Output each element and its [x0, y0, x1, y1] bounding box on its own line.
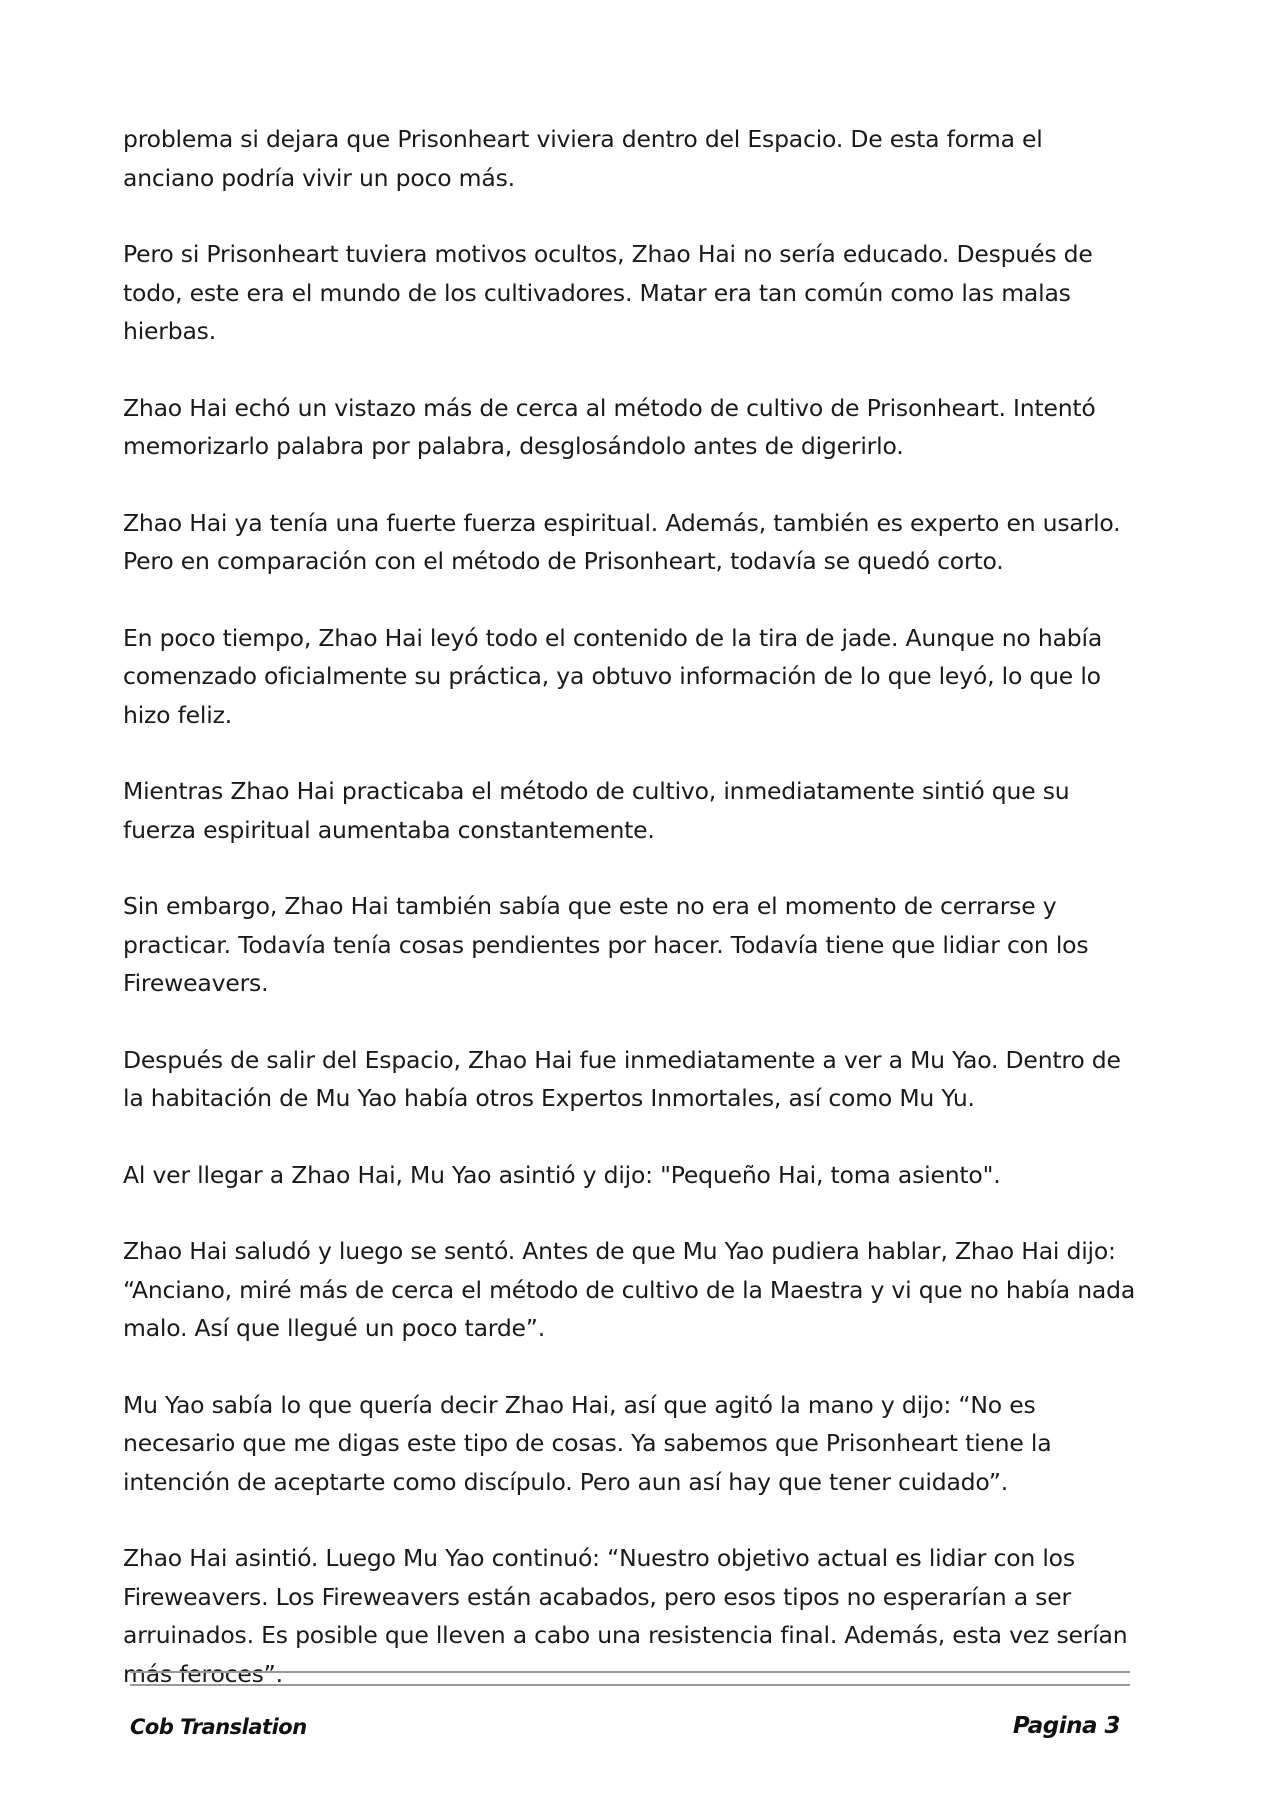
paragraph-3: Zhao Hai echó un vistazo más de cerca al método de cultivo de Prisonheart. Intentó memorizarlo palabra por palabra, desglosándolo antes de digerirlo. [123, 393, 1096, 460]
paragraph-9: Al ver llegar a Zhao Hai, Mu Yao asintió y dijo: "Pequeño Hai, toma asiento". [123, 1160, 1001, 1189]
footer-publisher: Cob Translation [130, 1715, 307, 1739]
paragraph-2: Pero si Prisonheart tuviera motivos ocultos, Zhao Hai no sería educado. Después de todo, este era el mundo de los cultivadores. Matar era tan común como las malas hierbas. [123, 240, 1093, 345]
paragraph-11: Mu Yao sabía lo que quería decir Zhao Hai, así que agitó la mano y dijo: “No es necesario que me digas este tipo de cosas. Ya sabemos que Prisonheart tiene la intención de aceptarte como discípulo. Pero aun así hay que tener cuidado”. [123, 1390, 1052, 1496]
paragraph-7: Sin embargo, Zhao Hai también sabía que este no era el momento de cerrarse y practicar. Todavía tenía cosas pendientes por hacer. Todavía tiene que lidiar con los Fireweavers. [123, 892, 1089, 997]
paragraph-1: problema si dejara que Prisonheart viviera dentro del Espacio. De esta forma el anciano podría vivir un poco más. [123, 125, 1043, 192]
footer-divider-bottom [130, 1684, 1130, 1686]
paragraph-12: Zhao Hai asintió. Luego Mu Yao continuó: “Nuestro objetivo actual es lidiar con los Fireweavers. Los Fireweavers están acabados, pero esos tipos no esperarían a ser arruinados. Es posible que lleven a cabo una resistencia final. Además, esta vez serían más feroces”. [123, 1544, 1128, 1688]
body-text [123, 120, 1138, 1731]
paragraph-5: En poco tiempo, Zhao Hai leyó todo el contenido de la tira de jade. Aunque no había comenzado oficialmente su práctica, ya obtuvo información de lo que leyó, lo que lo hizo feliz. [123, 623, 1103, 729]
footer-divider-top [130, 1671, 1130, 1673]
paragraph-8: Después de salir del Espacio, Zhao Hai fue inmediatamente a ver a Mu Yao. Dentro de la habitación de Mu Yao había otros Expertos Inmortales, así como Mu Yu. [123, 1045, 1121, 1112]
paragraph-4: Zhao Hai ya tenía una fuerte fuerza espiritual. Además, también es experto en usarlo. Pero en comparación con el método de Prisonheart, todavía se quedó corto. [123, 508, 1121, 575]
paragraph-6: Mientras Zhao Hai practicaba el método de cultivo, inmediatamente sintió que su fuerza espiritual aumentaba constantemente. [123, 777, 1070, 844]
footer-page-number: Pagina 3 [1012, 1713, 1120, 1739]
paragraph-10: Zhao Hai saludó y luego se sentó. Antes de que Mu Yao pudiera hablar, Zhao Hai dijo: “Anciano, miré más de cerca el método de cultivo de la Maestra y vi que no había nada malo. Así que llegué un poco tarde”. [123, 1237, 1136, 1342]
